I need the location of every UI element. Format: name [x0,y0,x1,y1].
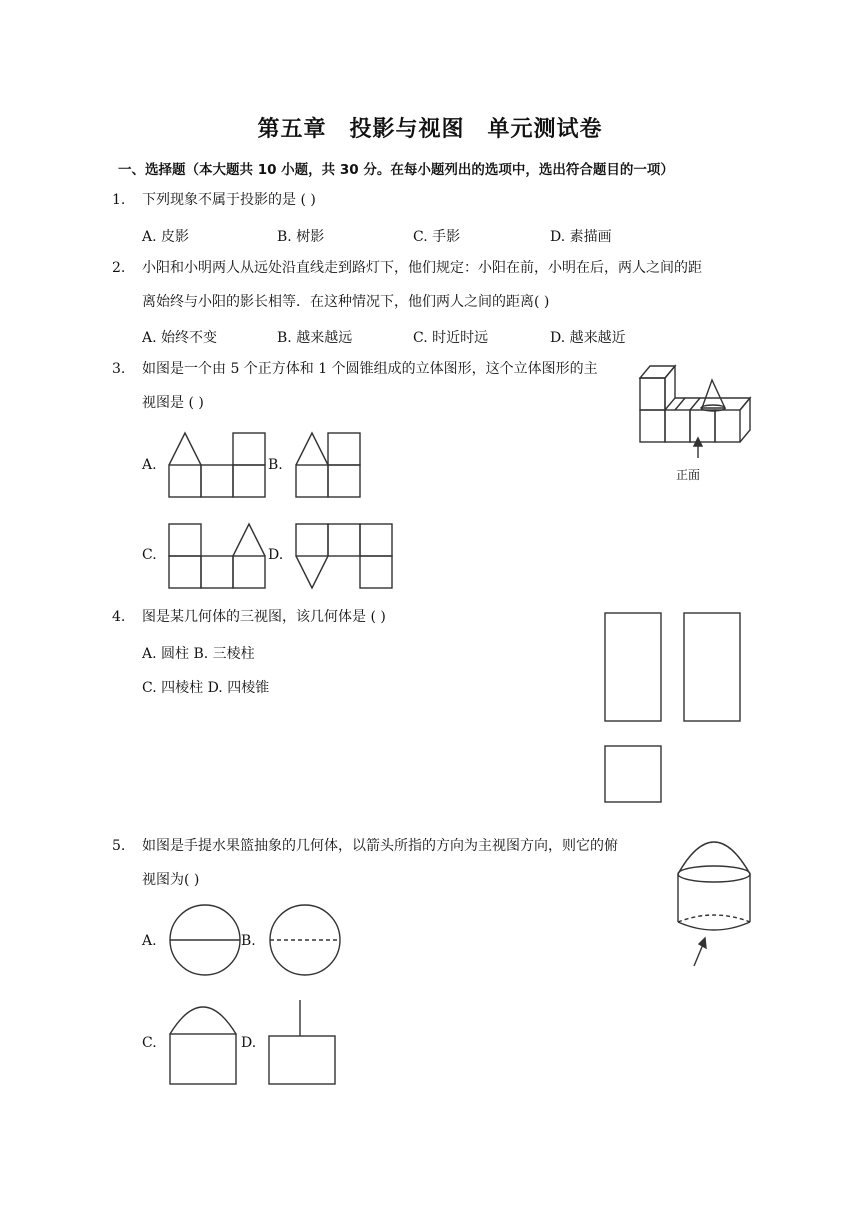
q5-option-a-figure [168,903,244,979]
q3-option-b-figure [295,432,363,498]
option-d: D. [268,547,284,563]
option-line-1: A. 圆柱 B. 三棱柱 [142,646,255,662]
question-text: 图是某几何体的三视图，该几何体是 ( ) [142,609,386,625]
option-d: D. 越来越近 [550,330,626,346]
question-text: 下列现象不属于投影的是 ( ) [142,192,316,208]
option-c: C. 手影 [413,229,461,245]
section-heading: 一、选择题（本大题共 10 小题，共 30 分。在每小题列出的选项中，选出符合题目的一项） [118,162,674,178]
q5-option-d-figure [267,998,339,1088]
option-c: C. 时近时远 [413,330,489,346]
question-text: 小阳和小明两人从远处沿直线走到路灯下，他们规定：小阳在前，小明在后，两人之间的距 [142,260,702,276]
q3-option-a-figure [168,432,268,498]
option-b: B. 树影 [277,229,325,245]
question-number: 1. [112,192,126,208]
question-text: 如图是一个由 5 个正方体和 1 个圆锥组成的立体图形，这个立体图形的主 [142,361,598,377]
question-text-line2: 视图是 ( ) [142,395,204,411]
option-d: D. [241,1035,257,1051]
option-b: B. [268,457,283,473]
page-title: 第五章 投影与视图 单元测试卷 [257,117,603,142]
option-a: A. 皮影 [142,229,190,245]
question-number: 2. [112,260,126,276]
option-b: B. [241,933,256,949]
option-a: A. [142,457,157,473]
q5-basket-figure [670,830,760,975]
q3-option-c-figure [168,523,268,589]
front-view-label: 正面 [676,468,701,482]
q4-three-views-figure [600,610,750,810]
q3-option-d-figure [295,523,395,589]
question-text: 如图是手提水果篮抽象的几何体，以箭头所指的方向为主视图方向，则它的俯 [142,838,618,854]
option-a: A. 始终不变 [142,330,218,346]
option-b: B. 越来越远 [277,330,353,346]
q5-option-b-figure [268,903,344,979]
option-c: C. [142,547,157,563]
option-a: A. [142,933,157,949]
option-c: C. [142,1035,157,1051]
question-number: 5. [112,838,126,854]
option-d: D. 素描画 [550,229,612,245]
question-number: 3. [112,361,126,377]
question-text-line2: 离始终与小阳的影长相等．在这种情况下，他们两人之间的距离( ) [142,294,550,310]
q5-option-c-figure [168,998,240,1088]
option-line-2: C. 四棱柱 D. 四棱锥 [142,680,270,696]
question-number: 4. [112,609,126,625]
question-text-line2: 视图为( ) [142,872,200,888]
